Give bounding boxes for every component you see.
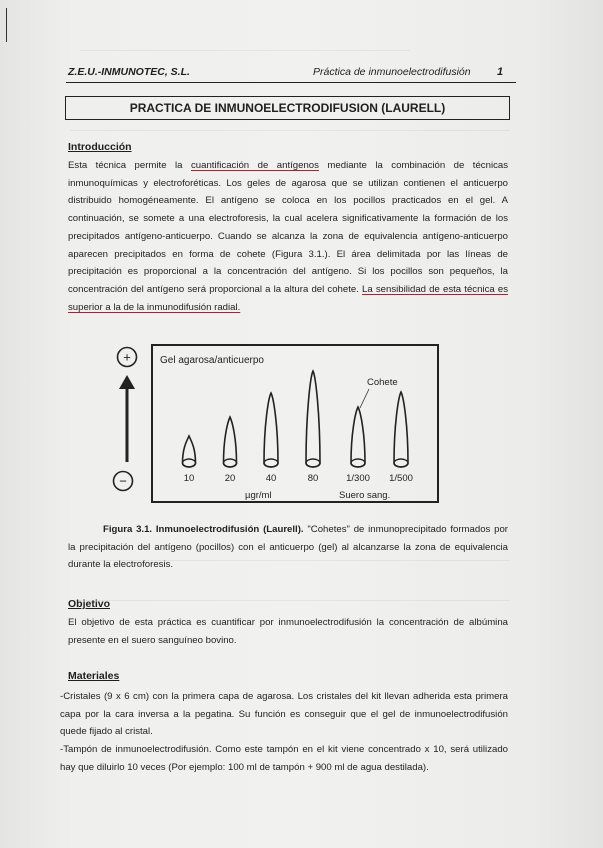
- plus-symbol: +: [123, 349, 131, 365]
- sample-well: [183, 459, 196, 467]
- unit-label: µgr/ml: [245, 490, 272, 501]
- show-through-line: [70, 600, 510, 601]
- intro-highlight-quantification: cuantificación de antígenos: [191, 160, 319, 171]
- gel-label: Gel agarosa/anticuerpo: [160, 355, 264, 366]
- serum-label: Suero sang.: [339, 490, 391, 501]
- sample-well: [351, 459, 365, 467]
- minus-electrode: [114, 472, 133, 491]
- intro-text-start: Esta técnica permite la: [68, 160, 191, 171]
- figure-caption: [68, 521, 508, 574]
- header-company: Z.E.U.-INMUNOTEC, S.L.: [68, 66, 190, 78]
- figure-gel-box: [151, 344, 439, 503]
- materiales-item-cristales: -Cristales (9 x 6 cm) con la primera capa de agarosa. Los cristales del kit llevan adherida esta primera capa por la cara inversa a la pegatina. Su función es conseguir que el gel de inmunoelectrodifusión quede fijado al cristal.: [60, 691, 508, 738]
- concentration-label: 10: [183, 473, 195, 484]
- concentration-label: 80: [307, 473, 319, 484]
- rocket-precipitate: [306, 371, 320, 467]
- rocket-precipitate: [264, 393, 278, 467]
- sample-well: [394, 459, 408, 467]
- header-page-number: 1: [497, 66, 504, 78]
- intro-heading: Introducción: [68, 141, 132, 153]
- caption-label: Figura 3.1. Inmunoelectrodifusión (Laurell).: [103, 524, 304, 535]
- rocket-pointer: [360, 389, 369, 408]
- show-through-line: [70, 130, 510, 131]
- materiales-heading: Materiales: [68, 670, 120, 682]
- intro-highlight-sensitivity: La sensibilidad de esta técnica es superior a la de la inmunodifusión radial.: [68, 283, 508, 313]
- concentration-label: 1/500: [389, 473, 413, 484]
- sample-well: [264, 459, 278, 467]
- sample-well: [224, 459, 237, 467]
- objetivo-heading: Objetivo: [68, 598, 111, 610]
- document-title: [65, 96, 510, 120]
- rocket-precipitate: [351, 407, 365, 467]
- migration-arrow: [119, 375, 135, 462]
- document-title-text: PRACTICA DE INMUNOELECTRODIFUSION (LAURELL): [129, 101, 446, 115]
- caption-text: "Cohetes" de inmunoprecipitado formados por la precipitación del antígeno (pocillos) con el anticuerpo (gel) al alcanzarse la zona de equivalencia durante la electroforesis.: [68, 524, 508, 571]
- materiales-list: [60, 688, 508, 777]
- intro-text-body: mediante la combinación de técnicas inmunoquímicas y electroforéticas. Los geles de agarosa que se utilizan contienen el anticuerpo distribuido homogéneamente. El antígeno se coloca en los pocillos practicados en el gel. A continuación, se somete a una electroforesis, la cual acelera significativamente la formación de los precipitados antígeno-anticuerpo. Cuando se alcanza la zona de equivalencia antígeno-anticuerpo aparecen precipitados en forma de cohete (Figura 3.1.). El área delimitada por las líneas de precipitación es proporcional a la concentración del antígeno. Si los pocillos son pequeños, la concentración del antígeno será proporcional a la altura del cohete.: [68, 160, 509, 295]
- rocket-label: Cohete: [367, 377, 398, 388]
- sample-well: [306, 459, 320, 467]
- plus-electrode: [118, 348, 137, 367]
- rocket-precipitate: [183, 436, 196, 467]
- header-rule: [66, 82, 516, 83]
- objetivo-paragraph: El objetivo de esta práctica es cuantificar por inmunoelectrodifusión la concentración de albúmina presente en el suero sanguíneo bovino.: [68, 617, 508, 646]
- concentration-label: 20: [224, 473, 236, 484]
- concentration-label: 1/300: [346, 473, 370, 484]
- intro-paragraph: [68, 157, 508, 316]
- concentration-label: 40: [265, 473, 277, 484]
- show-through-line: [80, 50, 410, 51]
- rocket-precipitate: [394, 392, 408, 467]
- header-section: Práctica de inmunoelectrodifusión: [313, 66, 471, 78]
- scan-edge-mark: [6, 8, 7, 42]
- materiales-item-tampon: -Tampón de inmunoelectrodifusión. Como este tampón en el kit viene concentrado x 10, será utilizado hay que diluirlo 10 veces (Por ejemplo: 100 ml de tampón + 900 ml de agua destilada).: [60, 744, 508, 773]
- minus-symbol: −: [119, 473, 127, 489]
- concentration-labels: [184, 473, 413, 484]
